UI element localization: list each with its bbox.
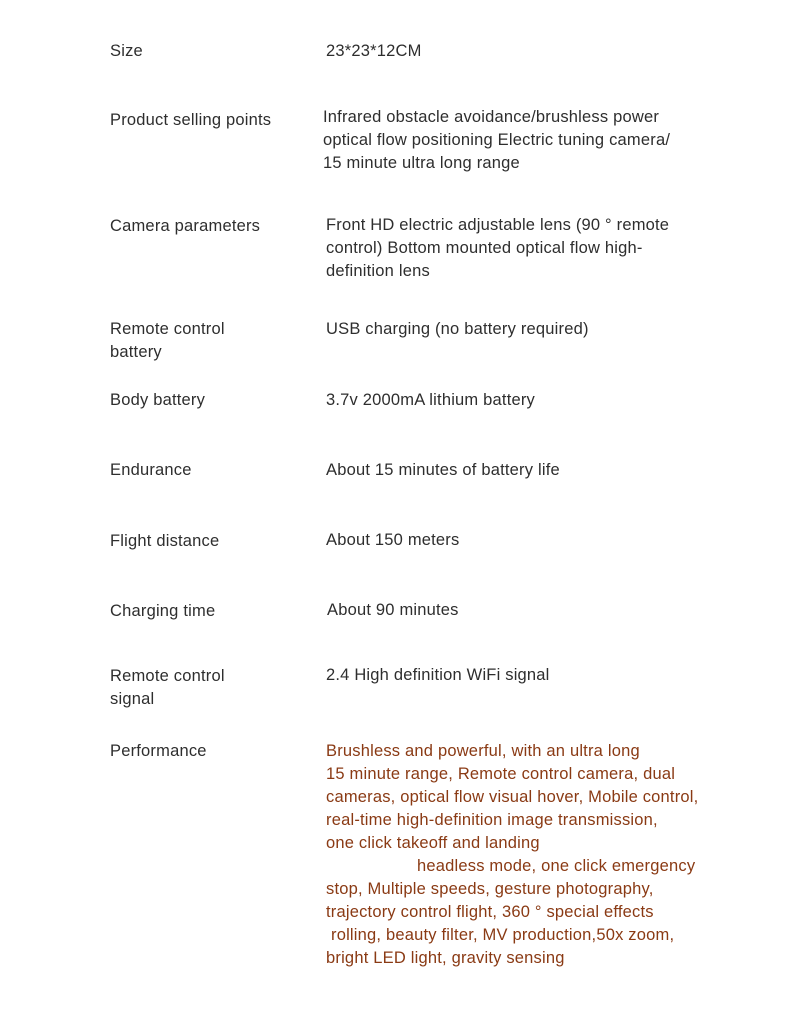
charging-time-line: About 90 minutes [327,601,459,619]
remote-control-battery-label-line: Remote control [110,320,225,338]
performance-line: 15 minute range, Remote control camera, dual [326,765,676,783]
selling-points-label: Product selling points [110,111,272,129]
body-battery-value [326,389,766,412]
remote-control-battery-label-line: battery [110,343,162,361]
camera-parameters-value [326,214,766,283]
camera-parameters-line: Front HD electric adjustable lens (90 ° remote [326,216,670,234]
selling-points-line: 15 minute ultra long range [323,154,520,172]
performance-line: headless mode, one click emergency [417,857,696,875]
size-value-line: 23*23*12CM [326,42,422,60]
remote-control-battery-value [326,318,766,341]
endurance-value [326,459,766,482]
flight-distance-value [326,529,766,552]
endurance-label: Endurance [110,461,192,479]
performance-line: real-time high-definition image transmission, [326,811,658,829]
remote-control-signal-label-line: signal [110,690,155,708]
camera-parameters-line: control) Bottom mounted optical flow high- [326,239,643,257]
performance-line: one click takeoff and landing [326,834,540,852]
remote-control-battery-line: USB charging (no battery required) [326,320,589,338]
remote-control-signal-label-line: Remote control [110,667,225,685]
performance-line: trajectory control flight, 360 ° special effects [326,903,654,921]
selling-points-line: optical flow positioning Electric tuning camera/ [323,131,671,149]
body-battery-line: 3.7v 2000mA lithium battery [326,391,536,409]
endurance-line: About 15 minutes of battery life [326,461,560,479]
camera-parameters-label: Camera parameters [110,217,261,235]
size-value [326,40,766,63]
selling-points-line: Infrared obstacle avoidance/brushless power [323,108,660,126]
performance-line: stop, Multiple speeds, gesture photography, [326,880,654,898]
performance-line: cameras, optical flow visual hover, Mobile control, [326,788,699,806]
remote-control-battery-label [110,318,300,364]
charging-time-value [327,599,767,622]
performance-value [326,740,766,970]
charging-time-label: Charging time [110,602,216,620]
remote-control-signal-label [110,665,300,711]
selling-points-value [323,106,763,175]
flight-distance-line: About 150 meters [326,531,460,549]
performance-line: rolling, beauty filter, MV production,50x zoom, [331,926,675,944]
remote-control-signal-line: 2.4 High definition WiFi signal [326,666,550,684]
performance-label: Performance [110,742,207,760]
flight-distance-label: Flight distance [110,532,220,550]
remote-control-signal-value [326,664,766,687]
size-label: Size [110,42,143,60]
performance-line: bright LED light, gravity sensing [326,949,565,967]
performance-line: Brushless and powerful, with an ultra long [326,742,640,760]
body-battery-label: Body battery [110,391,206,409]
camera-parameters-line: definition lens [326,262,430,280]
